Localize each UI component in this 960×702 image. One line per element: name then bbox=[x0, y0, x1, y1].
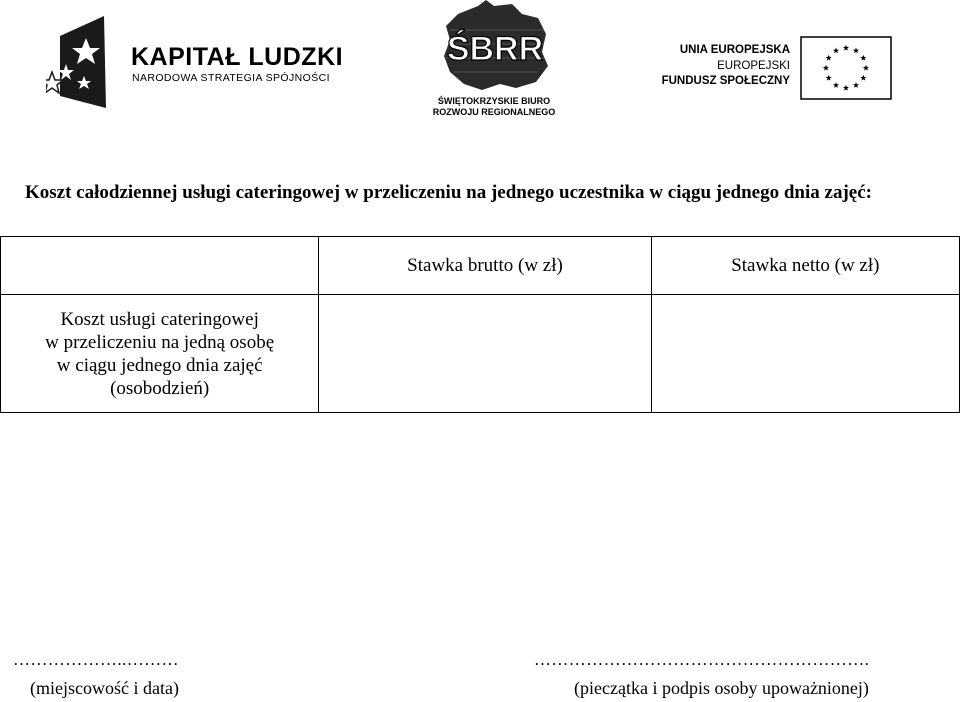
eu-name-line1: UNIA EUROPEJSKA bbox=[679, 44, 790, 56]
kapital-ludzki-title: KAPITAŁ LUDZKI bbox=[131, 43, 344, 71]
table-header-row bbox=[1, 237, 960, 295]
header-gross-rate: Stawka brutto (w zł) bbox=[319, 237, 651, 295]
row-label-line: w przeliczeniu na jedną osobę bbox=[45, 331, 275, 353]
row-label-line: (osobodzień) bbox=[110, 377, 210, 399]
eu-name-line3: FUNDUSZ SPOŁECZNY bbox=[661, 75, 790, 87]
place-date-label: (miejscowość i data) bbox=[30, 678, 179, 698]
catering-rate-table bbox=[0, 236, 960, 413]
net-value-cell[interactable] bbox=[651, 295, 959, 413]
sbrr-name-line2: ROZWOJU REGIONALNEGO bbox=[432, 107, 556, 117]
sbrr-mark: ŚBRR bbox=[446, 30, 544, 68]
stamp-signature-dotted-line: …………………………………………………. bbox=[534, 650, 870, 669]
header-empty-cell bbox=[1, 237, 319, 295]
sbrr-name-line1: ŚWIĘTOKRZYSKIE BIURO bbox=[437, 96, 551, 106]
kapital-ludzki-subtitle: NARODOWA STRATEGIA SPÓJNOŚCI bbox=[132, 72, 330, 84]
table-row bbox=[1, 295, 960, 413]
row-label-line: w ciągu jednego dnia zajęć bbox=[56, 354, 263, 376]
row-label-catering-cost bbox=[1, 295, 319, 413]
eu-flag-icon bbox=[800, 36, 892, 100]
kapital-ludzki-emblem bbox=[60, 16, 106, 108]
eu-name-line2: EUROPEJSKI bbox=[717, 60, 790, 72]
stamp-signature-label: (pieczątka i podpis osoby upoważnionej) bbox=[574, 678, 869, 698]
gross-value-cell[interactable] bbox=[319, 295, 651, 413]
place-date-dotted-line: ………………..……… bbox=[13, 650, 179, 669]
header-net-rate: Stawka netto (w zł) bbox=[651, 237, 959, 295]
document-heading: Koszt całodziennej usługi cateringowej w przeliczeniu na jednego uczestnika w ciągu jednego dnia zajęć: bbox=[25, 182, 872, 203]
row-label-line: Koszt usługi cateringowej bbox=[60, 308, 259, 330]
